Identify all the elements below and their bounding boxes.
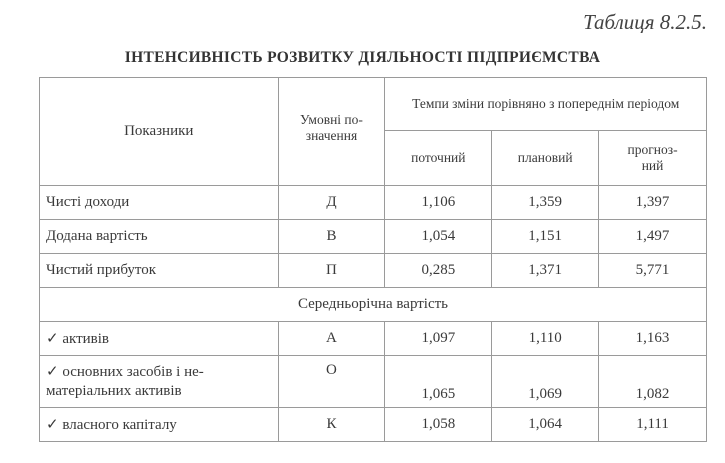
row-name-text: власного капіталу — [62, 417, 177, 433]
row-symbol: П — [278, 254, 385, 288]
table-row — [40, 220, 707, 254]
section-title: Середньорічна вартість — [40, 288, 707, 322]
row-name — [40, 408, 279, 442]
row-current: 1,058 — [385, 408, 492, 442]
row-forecast: 1,082 — [599, 356, 707, 408]
row-symbol: О — [278, 356, 385, 408]
row-name-text: активів — [62, 331, 109, 347]
row-symbol: В — [278, 220, 385, 254]
row-planned: 1,151 — [492, 220, 599, 254]
header-current: поточний — [385, 131, 492, 186]
header-symbols — [278, 78, 385, 186]
table-row — [40, 322, 707, 356]
row-forecast: 1,397 — [599, 186, 707, 220]
row-planned: 1,069 — [492, 356, 599, 408]
row-current: 0,285 — [385, 254, 492, 288]
row-name: Додана вартість — [40, 220, 279, 254]
header-forecast — [599, 131, 707, 186]
check-mark-icon: ✓ — [46, 331, 59, 347]
section-row — [40, 288, 707, 322]
row-forecast: 1,497 — [599, 220, 707, 254]
row-forecast: 5,771 — [599, 254, 707, 288]
row-planned: 1,359 — [492, 186, 599, 220]
check-mark-icon: ✓ — [46, 417, 59, 433]
row-symbol: К — [278, 408, 385, 442]
row-name: Чистий прибуток — [40, 254, 279, 288]
row-symbol: Д — [278, 186, 385, 220]
header-rates: Темпи зміни порівняно з попереднім періодом — [385, 78, 707, 131]
row-current: 1,097 — [385, 322, 492, 356]
row-name-line1 — [46, 363, 272, 382]
header-indicators: Показники — [40, 78, 279, 186]
check-mark-icon: ✓ — [46, 363, 59, 380]
row-name — [40, 356, 279, 408]
row-symbol: А — [278, 322, 385, 356]
row-forecast: 1,111 — [599, 408, 707, 442]
table-row — [40, 408, 707, 442]
table-row — [40, 186, 707, 220]
header-forecast-line2: ний — [641, 158, 664, 173]
header-planned: плановий — [492, 131, 599, 186]
table-title: ІНТЕНСИВНІСТЬ РОЗВИТКУ ДІЯЛЬНОСТІ ПІДПРИЄМСТВА — [124, 49, 601, 66]
row-current: 1,065 — [385, 356, 492, 408]
table-row — [40, 356, 707, 408]
intensity-table — [39, 77, 707, 442]
table-caption: Таблиця 8.2.5. — [583, 10, 707, 34]
row-planned: 1,110 — [492, 322, 599, 356]
row-planned: 1,371 — [492, 254, 599, 288]
header-symbols-line2: значення — [305, 127, 358, 143]
row-name: Чисті доходи — [40, 186, 279, 220]
row-current: 1,106 — [385, 186, 492, 220]
row-name-line2: матеріальних активів — [46, 382, 182, 399]
header-row-1 — [40, 78, 707, 131]
row-name — [40, 322, 279, 356]
header-forecast-line1: прогноз- — [627, 142, 678, 157]
row-forecast: 1,163 — [599, 322, 707, 356]
row-current: 1,054 — [385, 220, 492, 254]
header-symbols-line1: Умовні по- — [300, 111, 363, 127]
table-row — [40, 254, 707, 288]
row-name-text: основних засобів і не- — [62, 363, 204, 380]
row-planned: 1,064 — [492, 408, 599, 442]
